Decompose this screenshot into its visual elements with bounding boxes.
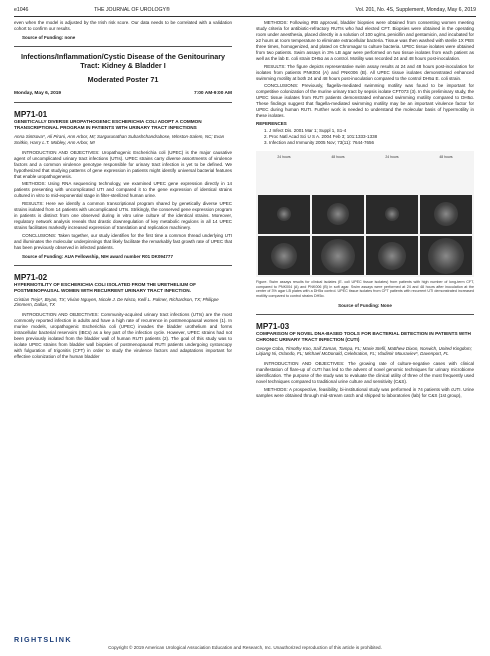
abstract-intro: INTRODUCTION AND OBJECTIVES: The growing rate of culture-negative cases with clinical manifestation of flare-up of cUTI has led to the advent of novel genomic techniques for urinary microbiome identification. The purpose of the study was to evaluate the clinical utility of three of the most frequently used novel techniques compared to traditional urine culture and sensitivity (C&S). <box>256 361 474 385</box>
references-heading: REFERENCES <box>256 121 287 127</box>
abstract-funding: Source of Funding: None <box>338 302 392 308</box>
abstract-methods: METHODS: A prospective, feasibility, bi-institutional study was performed in 74 patients with cUTI. Urine samples were obtained through mid-stream catch and shipped to laboratories (lab) for C&S (1st group), <box>256 386 474 398</box>
left-column <box>14 20 232 362</box>
reference-item: 1. J Infect Dis. 2001 Mar 1; Suppl 1, S1-4 <box>264 128 347 134</box>
agar-plate-image <box>312 195 364 234</box>
abstract-id: MP71-02 <box>14 272 48 282</box>
abstract-title: GENETICALLY DIVERSE UROPATHOGENIC ESCHERICHIA COLI ADOPT A COMMON TRANSCRIPTIONAL PROGRAM IN PATIENTS WITH URINARY TRACT INFECTIONS <box>14 119 202 131</box>
abstract-id: MP71-01 <box>14 110 48 120</box>
abstract-authors: George Coba, Timothy Koo, Saif Zaman, Tampa, FL; Marie Stefil, Matthew Dixon, Norwich, United Kingdom; Liqiang Ni, Orlando, FL; Michael McDonald, Celebration, FL; Vladimir Mouraviev*, Davenport, FL <box>256 345 472 357</box>
figure-column-caption: 24 hours <box>366 153 418 192</box>
figure-column-caption: 24 hours <box>258 153 310 192</box>
abstract-results: RESULTS: Here we identify a common transcriptional program shared by genetically diverse UPEC strains isolated from 14 patients with uncomplicated UTIs. Strikingly, the conserved gene expression program in patients is distinct from one observed during in vitro urine culture of the identical strains. Moreover, regulatory network analysis reveals that drastic downregulation of key metabolic regulons in all 14 UPEC strains facilitates markedly increased expression of translation and replication machinery. <box>14 200 232 230</box>
abstract-methods: METHODS: Following IRB approval, bladder biopsies were obtained from consenting women meeting study criteria for antibiotic-refractory RUTIs who had elected CFT. Biopsies were obtained in the operating room under anesthesia, placed directly in a solution of 100 ug/mL penicillin and gentamicin, and incubated for ≥2 hours at room temperature to eliminate extracellular bacteria. Tissue was then washed with sterile 1X PBS three times, homogenized, and plated on Chromagar to culture bacteria. UPEC tissue isolates were obtained from two patients. Swim assays in 3% LB agar were performed on two tissue isolates from each patient as well as the lab E. coli strain DH5α as a control. Motility was recorded 24 and 48 hours post-inoculation. <box>256 20 474 61</box>
agar-plate-image <box>420 195 472 234</box>
session-title: Infections/Inflammation/Cystic Disease of the Genitourinary Tract: Kidney & Bladder I <box>20 52 226 70</box>
section-divider <box>256 314 474 315</box>
page-header <box>14 5 476 15</box>
abstract-methods: METHODS: Using RNA sequencing technology, we examined UPEC gene expression directly in 14 patients presenting with uncomplicated UTI and compared it to the gene expression of identical strains cultured in vitro to mid-exponential stage in filter-sterilized human urine. <box>14 181 232 199</box>
figure-column-caption: 48 hours <box>312 153 364 192</box>
abstract-conclusions: CONCLUSIONS: Taken together, our study identifies for the first time a common thread underlying UTI and illuminates the molecular underpinnings that likely facilitate the remarkably fast growth rate of UPEC that has been previously observed in infected patients. <box>14 232 232 250</box>
reference-item: 2. Proc Natl Acad Sci U S A. 2004 Feb 3; 101:1333-1338 <box>264 134 378 140</box>
figure-column-caption: 48 hours <box>420 153 472 192</box>
abstract-title: HYPERMOTILITY OF ESCHERICHIA COLI ISOLATED FROM THE URETHELIUM OF POSTMENOPAUSAL WOMEN WITH RECURRENT URINARY TRACT INFECTION. <box>14 281 196 293</box>
abstract-intro: INTRODUCTION AND OBJECTIVES: Community-acquired urinary tract infections (UTIs) are the most commonly reported infection in adults and have a high rate of recurrence in postmenopausal women (1). In murine models, uropathogenic Escherichia coli (UPEC) invades the bladder urothelium and forms intracellular bacterial reservoirs (IBCs) as a key part of the infection cycle. However, UPEC strains had not been previously isolated from the bladder wall of human RUTI patients (2). The goal of this study was to isolate UPEC strains from bladder wall biopsies of postmenopausal RUTI patients undergoing cystoscopy with fulguration of trigonitis (CFT) in order to study the virulence factors and adaptations important for effective colonization of the human bladder <box>14 312 232 360</box>
copyright-notice: Copyright © 2019 American Urological Association Education and Research, Inc. Unauthorized reproduction of this article is prohibited. <box>108 645 382 650</box>
agar-plate-image <box>312 236 364 275</box>
section-divider <box>14 265 232 266</box>
abstract-results: RESULTS: The figure depicts representative swim assay results at 24 and 48 hours post-inoculation for isolates from patients PNK004 (A) and PNK006 (B). All UPEC tissue isolates demonstrated enhanced swimming motility at both 24 and 48 hours post-inoculation compared to the control DH5α E. coli strain. <box>256 63 474 81</box>
page-number: e1046 <box>14 7 29 13</box>
agar-plate-image <box>366 236 418 275</box>
session-date: Monday, May 6, 2019 <box>14 91 62 97</box>
abstract-authors: Anna Sintsova*, Ali Pirani, Ann Arbor, MI; Sargurunathan Subashchandrabose, Winston-Salem, NC; Evan Snitkin, Harry L.T. Mobley, Ann Arbor, MI <box>14 134 225 145</box>
abstract-funding: Source of Funding: AUA Fellowship, NIH award number R01 DK094777 <box>22 253 173 259</box>
abstract-title: COMPARISON OF NOVEL DNA-BASED TOOLS FOR BACTERIAL DETECTION IN PATIENTS WITH CHRONIC URINARY TRACT INFECTION (CUTI) <box>256 330 471 342</box>
carryover-funding: Source of Funding: none <box>22 35 76 40</box>
session-time: 7:00 AM-9:00 AM <box>193 91 232 97</box>
abstract-conclusions: CONCLUSIONS: Previously, flagella-mediated swimming motility was found to be important for competitive colonization of the murine urinary tract by sepsis isolate CFT073 (3). In this preliminary study, the UPEC tissue isolates from RUTI patients demonstrated enhanced swimming motility compared to DH5α. These findings suggest that flagella-mediated swimming motility may be an important virulence factor for UPEC during human RUTI. Further work is needed to understand the molecular basis of hypermotility in these isolates. <box>256 83 474 119</box>
agar-plate-image <box>258 195 310 234</box>
moderated-poster-title: Moderated Poster 71 <box>87 75 159 85</box>
abstract-id: MP71-03 <box>256 321 290 331</box>
abstract-authors: Cristian Trejo*, Bryan, TX; Vivian Nguyen, Nicole J. De Nisco, Kelli L. Palmer, Richardson, TX; Philippe Zimmern, Dallas, TX <box>14 296 219 308</box>
abstract-intro: INTRODUCTION AND OBJECTIVES: Uropathogenic Escherichia coli (UPEC) is the major causative agent of uncomplicated urinary tract infections (UTIs). UPEC strains carry diverse assortments of virulence factors and a common virulence genotype responsible for urinary tract infection is yet to be defined. We hypothesized that studying patterns of gene expression in patients might identify universal bacterial features that enable uropathogenesis. <box>14 149 232 179</box>
section-divider <box>14 46 232 47</box>
reference-item: 3. Infection and Immunity 2005 Nov; 73(11): 7644-7656 <box>264 140 374 146</box>
section-divider <box>14 102 232 103</box>
carryover-text: even when the model is adjusted by the Irish risk score. Our data needs to be correlated with a validation cohort to confirm our results. <box>14 20 232 31</box>
right-column <box>256 20 474 400</box>
header-rule <box>14 16 476 17</box>
page-footer <box>0 634 490 656</box>
agar-plate-image <box>366 195 418 234</box>
figure-caption: Figure. Swim assays results for clinical isolates (E. coli UPEC tissue isolates) from patients with high number of long-term CFT, compared to PNK004 (A) and PNK006 (B) in soft agar. Swim assays were performed at 24 and 48 hours after inoculation at the center of 3% agar LB plates with a DH5α control. UPEC tissue isolates from CFT patients with recurrent UTI demonstrated increased motility compared to control strains DH5α. <box>256 280 474 298</box>
journal-name: THE JOURNAL OF UROLOGY® <box>94 7 170 13</box>
agar-plate-image <box>258 236 310 275</box>
session-meta <box>14 91 232 97</box>
agar-plate-image <box>420 236 472 275</box>
rightslink-logo[interactable]: RIGHTSLINK <box>14 635 72 644</box>
swim-assay-figure <box>256 151 474 277</box>
issue-info: Vol. 201, No. 4S, Supplement, Monday, May 6, 2019 <box>355 7 476 13</box>
